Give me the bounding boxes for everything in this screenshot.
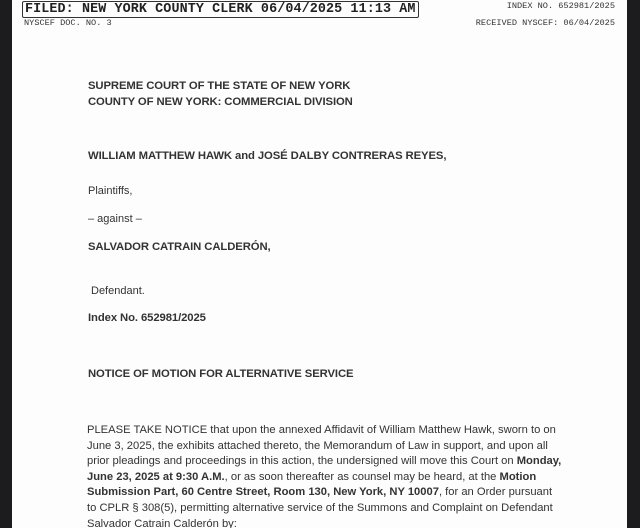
received-nyscef-date: RECEIVED NYSCEF: 06/04/2025 xyxy=(475,18,615,28)
court-county-division: COUNTY OF NEW YORK: COMMERCIAL DIVISION xyxy=(88,96,353,108)
paragraph-line: Submission Part, 60 Centre Street, Room 130, New York, NY 10007, for an Order pursuant xyxy=(87,486,553,499)
nyscef-doc-number: NYSCEF DOC. NO. 3 xyxy=(24,18,112,28)
against-label: – against – xyxy=(88,213,142,225)
defendant-label: Defendant. xyxy=(91,285,145,297)
paragraph-line: Salvador Catrain Calderón by: xyxy=(87,517,237,528)
paragraph-line: to CPLR § 308(5), permitting alternative service of the Summons and Complaint on Defendant xyxy=(87,501,553,514)
notice-paragraph xyxy=(87,423,627,528)
paragraph-line: PLEASE TAKE NOTICE that upon the annexed Affidavit of William Matthew Hawk, sworn to on xyxy=(87,424,556,436)
header-index-number: INDEX NO. 652981/2025 xyxy=(506,1,615,11)
court-name: SUPREME COURT OF THE STATE OF NEW YORK xyxy=(88,80,351,92)
hearing-day: Monday, xyxy=(516,455,562,468)
document-title: NOTICE OF MOTION FOR ALTERNATIVE SERVICE xyxy=(88,368,354,380)
paragraph-line: June 3, 2025, the exhibits attached thereto, the Memorandum of Law in support, and upon all xyxy=(87,439,548,452)
hearing-location: Submission Part, 60 Centre Street, Room 130, New York, NY 10007 xyxy=(87,486,439,499)
filed-stamp: FILED: NEW YORK COUNTY CLERK 06/04/2025 11:13 AM xyxy=(22,1,419,18)
plaintiff-names: WILLIAM MATTHEW HAWK and JOSÉ DALBY CONTRERAS REYES, xyxy=(88,150,447,162)
defendant-name: SALVADOR CATRAIN CALDERÓN, xyxy=(88,241,271,253)
hearing-date-time: June 23, 2025 at 9:30 A.M. xyxy=(87,470,225,483)
document-page xyxy=(12,0,627,528)
plaintiffs-label: Plaintiffs, xyxy=(88,185,133,197)
paragraph-line: June 23, 2025 at 9:30 A.M., or as soon thereafter as counsel may be heard, at the Motion xyxy=(87,470,537,483)
hearing-location-start: Motion xyxy=(499,470,537,483)
paragraph-line: prior pleadings and proceedings in this action, the undersigned will move this Court on Monday, xyxy=(87,455,562,468)
caption-index-number: Index No. 652981/2025 xyxy=(88,312,206,324)
